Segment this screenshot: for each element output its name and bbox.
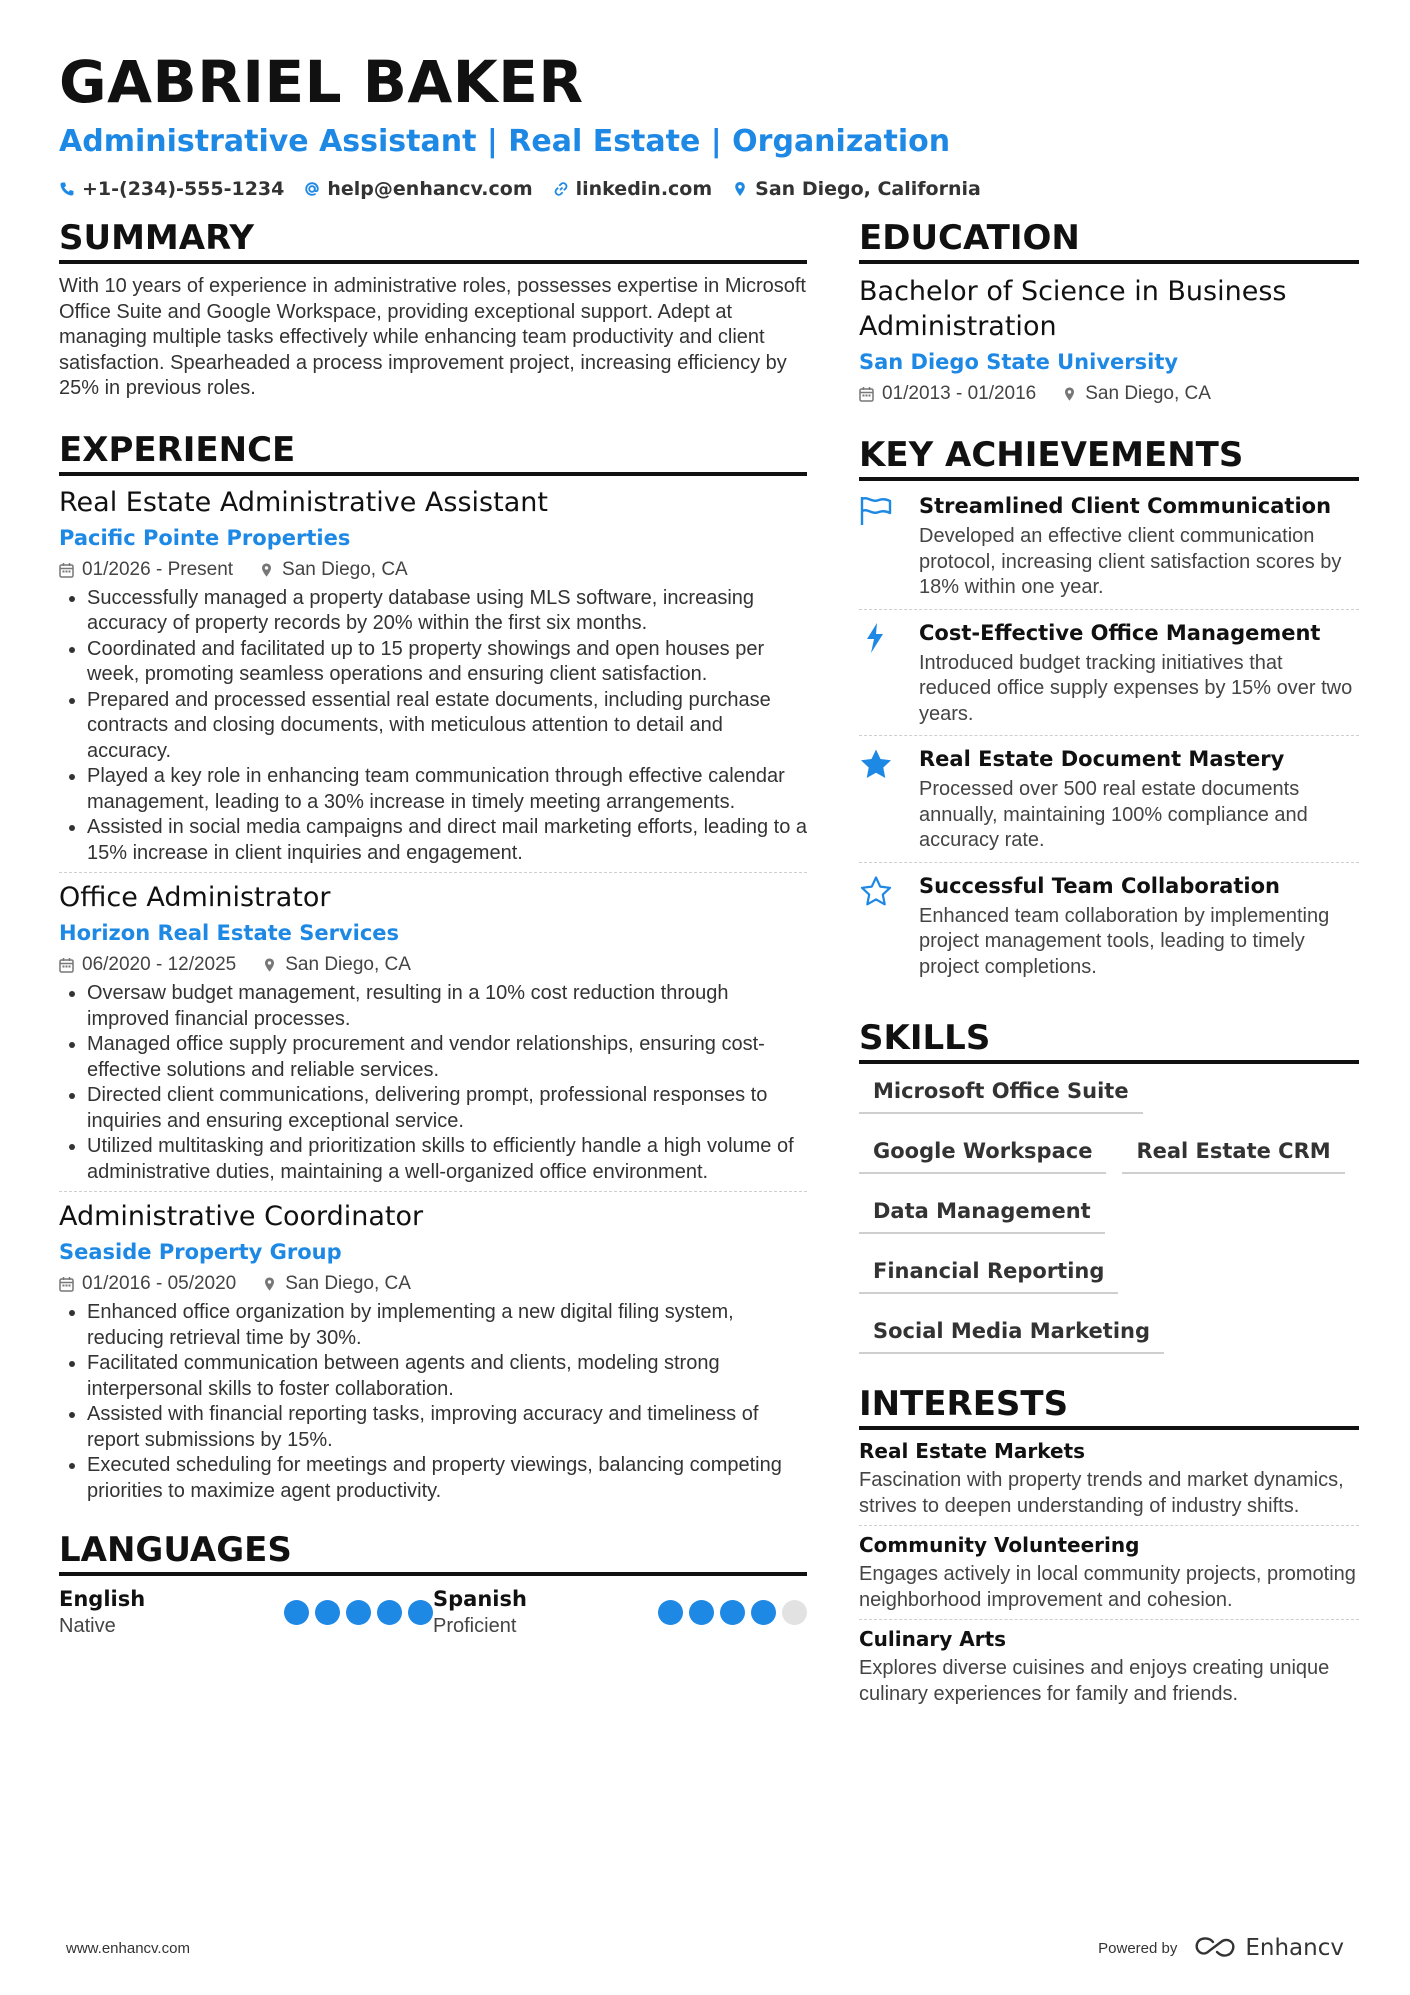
job-dates	[59, 952, 236, 978]
achievement-desc: Enhanced team collaboration by implementing project management tools, leading to timely project completions.	[919, 904, 1330, 978]
achievement-desc: Developed an effective client communication protocol, increasing client satisfaction scores by 18% within one year.	[919, 525, 1342, 598]
job-entry	[59, 486, 807, 874]
achievement-title: Cost-Effective Office Management	[919, 620, 1321, 645]
lightning-icon	[859, 622, 893, 654]
calendar-icon	[59, 957, 74, 973]
candidate-name: GABRIEL BAKER	[59, 48, 584, 116]
proficiency-dot-filled	[658, 1600, 683, 1625]
language-level: Proficient	[433, 1615, 517, 1637]
interests-heading: INTERESTS	[859, 1384, 1359, 1430]
at-icon	[304, 181, 320, 197]
language-item	[433, 1586, 807, 1640]
job-location	[262, 1271, 411, 1297]
job-bullet: • Utilized multitasking and prioritization skills to efficiently handle a high volume of administrative duties, maintaining a well-organized office environment.	[87, 1134, 807, 1185]
language-text	[433, 1586, 612, 1640]
job-bullet: • Executed scheduling for meetings and property viewings, balancing competing priorities to maximize agent productivity.	[87, 1453, 807, 1504]
phone-icon	[59, 181, 75, 197]
achievement-item	[859, 863, 1359, 989]
achievement-item	[859, 610, 1359, 737]
job-bullet: • Assisted with financial reporting tasks, improving accuracy and timeliness of report submissions by 15%.	[87, 1402, 807, 1453]
job-dates	[59, 557, 233, 583]
calendar-icon	[859, 386, 874, 402]
skills-heading: SKILLS	[859, 1018, 1359, 1064]
education-location	[1062, 381, 1211, 407]
job-entry	[59, 1200, 807, 1510]
interest-title: Community Volunteering	[859, 1533, 1140, 1557]
job-bullets	[59, 981, 807, 1185]
job-entry	[59, 881, 807, 1192]
job-meta	[59, 1271, 807, 1297]
proficiency-dot-filled	[346, 1600, 371, 1625]
proficiency-dot-filled	[689, 1600, 714, 1625]
education-heading: EDUCATION	[859, 218, 1359, 264]
location-pin-icon	[259, 562, 274, 578]
education-dates-text: 01/2013 - 01/2016	[882, 383, 1037, 404]
job-dates-text: 06/2020 - 12/2025	[82, 954, 237, 975]
job-bullet: • Successfully managed a property database using MLS software, increasing accuracy of property records by 20% within the first six months.	[87, 586, 807, 637]
enhancv-logo-icon	[1193, 1936, 1237, 1960]
link-icon	[553, 181, 569, 197]
company-name: Seaside Property Group	[59, 1240, 342, 1264]
job-location-text: San Diego, CA	[285, 954, 411, 975]
location-pin-icon	[262, 1276, 277, 1292]
achievement-icon-wrap	[859, 873, 903, 981]
headline: Administrative Assistant | Real Estate | Organization	[59, 124, 951, 159]
interest-item	[859, 1432, 1359, 1526]
experience-heading: EXPERIENCE	[59, 430, 807, 476]
star-filled-icon	[859, 748, 893, 780]
achievement-desc: Processed over 500 real estate documents annually, maintaining 100% compliance and accuracy rate.	[919, 778, 1308, 851]
achievement-body	[903, 493, 1359, 601]
right-column	[859, 218, 1359, 1713]
location-pin-icon	[732, 181, 748, 197]
calendar-icon	[59, 1276, 74, 1292]
job-location-text: San Diego, CA	[282, 558, 408, 580]
language-name: Spanish	[433, 1587, 527, 1611]
email-text: help@enhancv.com	[327, 178, 533, 200]
languages-heading: LANGUAGES	[59, 1530, 807, 1576]
language-text	[59, 1586, 238, 1640]
contact-location	[732, 178, 981, 200]
flag-icon	[859, 495, 893, 527]
footer-website[interactable]: www.enhancv.com	[66, 1939, 190, 1957]
contact-phone[interactable]	[59, 178, 284, 200]
interest-desc: Fascination with property trends and market dynamics, strives to deepen understanding of industry shifts.	[859, 1469, 1344, 1517]
contact-linkedin[interactable]	[553, 178, 713, 200]
language-item	[59, 1586, 433, 1640]
achievements-heading: KEY ACHIEVEMENTS	[859, 435, 1359, 481]
resume-header	[59, 46, 1351, 200]
proficiency-dot-filled	[751, 1600, 776, 1625]
job-title: Administrative Coordinator	[59, 1201, 424, 1232]
job-bullet: • Enhanced office organization by implementing a new digital filing system, reducing retrieval time by 30%.	[87, 1300, 807, 1351]
proficiency-dots	[284, 1600, 433, 1625]
proficiency-dot-filled	[284, 1600, 309, 1625]
job-bullet: • Coordinated and facilitated up to 15 property showings and open houses per week, promoting seamless operations and ensuring client satisfaction.	[87, 637, 807, 688]
degree: Bachelor of Science in Business Administration	[859, 276, 1287, 342]
powered-by-label: Powered by	[1098, 1939, 1178, 1957]
summary-heading: SUMMARY	[59, 218, 807, 264]
languages-section	[59, 1530, 807, 1640]
enhancv-logo[interactable]	[1193, 1935, 1344, 1961]
contact-bar	[59, 178, 1351, 200]
job-dates-text: 01/2016 - 05/2020	[82, 1273, 237, 1294]
job-meta	[59, 952, 807, 978]
interest-item	[859, 1526, 1359, 1620]
job-bullet: • Directed client communications, delivering prompt, professional responses to inquiries and ensuring exceptional service.	[87, 1083, 807, 1134]
job-dates	[59, 1271, 236, 1297]
education-meta	[859, 381, 1359, 407]
language-name: English	[59, 1587, 146, 1611]
job-bullet: • Oversaw budget management, resulting in a 10% cost reduction through improved financial processes.	[87, 981, 807, 1032]
achievement-desc: Introduced budget tracking initiatives that reduced office supply expenses by 15% over two years.	[919, 651, 1353, 725]
skills-list	[859, 1068, 1359, 1354]
location-pin-icon	[1062, 386, 1077, 402]
job-title: Real Estate Administrative Assistant	[59, 486, 548, 518]
language-level: Native	[59, 1615, 116, 1637]
company-name: Pacific Pointe Properties	[59, 525, 351, 550]
proficiency-dot-filled	[408, 1600, 433, 1625]
job-bullets	[59, 1300, 807, 1504]
education-section	[859, 218, 1359, 407]
skills-section	[859, 1018, 1359, 1354]
achievement-item	[859, 736, 1359, 863]
achievement-icon-wrap	[859, 746, 903, 854]
interests-section	[859, 1384, 1359, 1713]
job-bullet: • Assisted in social media campaigns and direct mail marketing efforts, leading to a 15% increase in client inquiries and engagement.	[87, 815, 807, 866]
job-dates-text: 01/2026 - Present	[82, 558, 234, 580]
interest-desc: Explores diverse cuisines and enjoys creating unique culinary experiences for family and friends.	[859, 1657, 1330, 1705]
job-meta	[59, 557, 807, 583]
achievement-body	[903, 620, 1359, 728]
summary-text: With 10 years of experience in administrative roles, possesses expertise in Microsoft Office Suite and Google Workspace, providing exceptional support. Adept at managing multiple tasks effectively while enhancing team productivity and client satisfaction. Spearheaded a process improvement project, increasing efficiency by 25% in previous roles.	[59, 275, 806, 399]
skill-tag: Google Workspace	[859, 1128, 1106, 1174]
page-footer	[66, 1935, 1344, 1961]
job-bullet: • Prepared and processed essential real estate documents, including purchase contracts and closing documents, with meticulous attention to detail and accuracy.	[87, 688, 807, 765]
phone-text: +1-(234)-555-1234	[82, 178, 285, 200]
skill-tag: Financial Reporting	[859, 1248, 1118, 1294]
skill-tag: Real Estate CRM	[1122, 1128, 1344, 1174]
location-text: San Diego, California	[755, 178, 981, 200]
languages-list	[59, 1586, 807, 1640]
location-pin-icon	[262, 957, 277, 973]
achievement-icon-wrap	[859, 493, 903, 601]
achievement-title: Successful Team Collaboration	[919, 873, 1280, 898]
job-title: Office Administrator	[59, 882, 331, 913]
left-column	[59, 218, 807, 1640]
job-bullets	[59, 586, 807, 867]
summary-section	[59, 218, 807, 402]
calendar-icon	[59, 562, 74, 578]
proficiency-dot-empty	[782, 1600, 807, 1625]
linkedin-text: linkedin.com	[575, 178, 713, 200]
achievement-item	[859, 483, 1359, 610]
achievement-body	[903, 873, 1359, 981]
job-location	[262, 952, 411, 978]
achievement-title: Streamlined Client Communication	[919, 494, 1332, 518]
skill-tag: Data Management	[859, 1188, 1105, 1234]
interest-item	[859, 1620, 1359, 1713]
job-bullet: • Facilitated communication between agents and clients, modeling strong interpersonal skills to foster collaboration.	[87, 1351, 807, 1402]
proficiency-dot-filled	[377, 1600, 402, 1625]
job-bullet: • Played a key role in enhancing team communication through effective calendar management, leading to a 30% increase in timely meeting arrangements.	[87, 764, 807, 815]
interest-desc: Engages actively in local community projects, promoting neighborhood improvement and cohesion.	[859, 1563, 1356, 1611]
job-location-text: San Diego, CA	[285, 1273, 411, 1294]
proficiency-dot-filled	[720, 1600, 745, 1625]
contact-email[interactable]	[304, 178, 532, 200]
achievement-title: Real Estate Document Mastery	[919, 747, 1285, 771]
interest-title: Real Estate Markets	[859, 1439, 1086, 1463]
company-name: Horizon Real Estate Services	[59, 921, 400, 945]
skill-tag: Microsoft Office Suite	[859, 1068, 1143, 1114]
achievement-icon-wrap	[859, 620, 903, 728]
education-location-text: San Diego, CA	[1085, 383, 1211, 404]
star-outline-icon	[859, 875, 893, 907]
proficiency-dot-filled	[315, 1600, 340, 1625]
experience-section	[59, 430, 807, 1511]
achievement-body	[903, 746, 1359, 854]
brand-name: Enhancv	[1245, 1935, 1344, 1961]
powered-by	[1098, 1935, 1344, 1961]
achievements-section	[859, 435, 1359, 988]
interest-title: Culinary Arts	[859, 1627, 1007, 1651]
school-name: San Diego State University	[859, 350, 1179, 374]
job-bullet: • Managed office supply procurement and vendor relationships, ensuring cost-effective solutions and reliable services.	[87, 1032, 807, 1083]
skill-tag: Social Media Marketing	[859, 1308, 1164, 1354]
job-location	[259, 557, 408, 583]
proficiency-dots	[658, 1600, 807, 1625]
education-dates	[859, 381, 1036, 407]
